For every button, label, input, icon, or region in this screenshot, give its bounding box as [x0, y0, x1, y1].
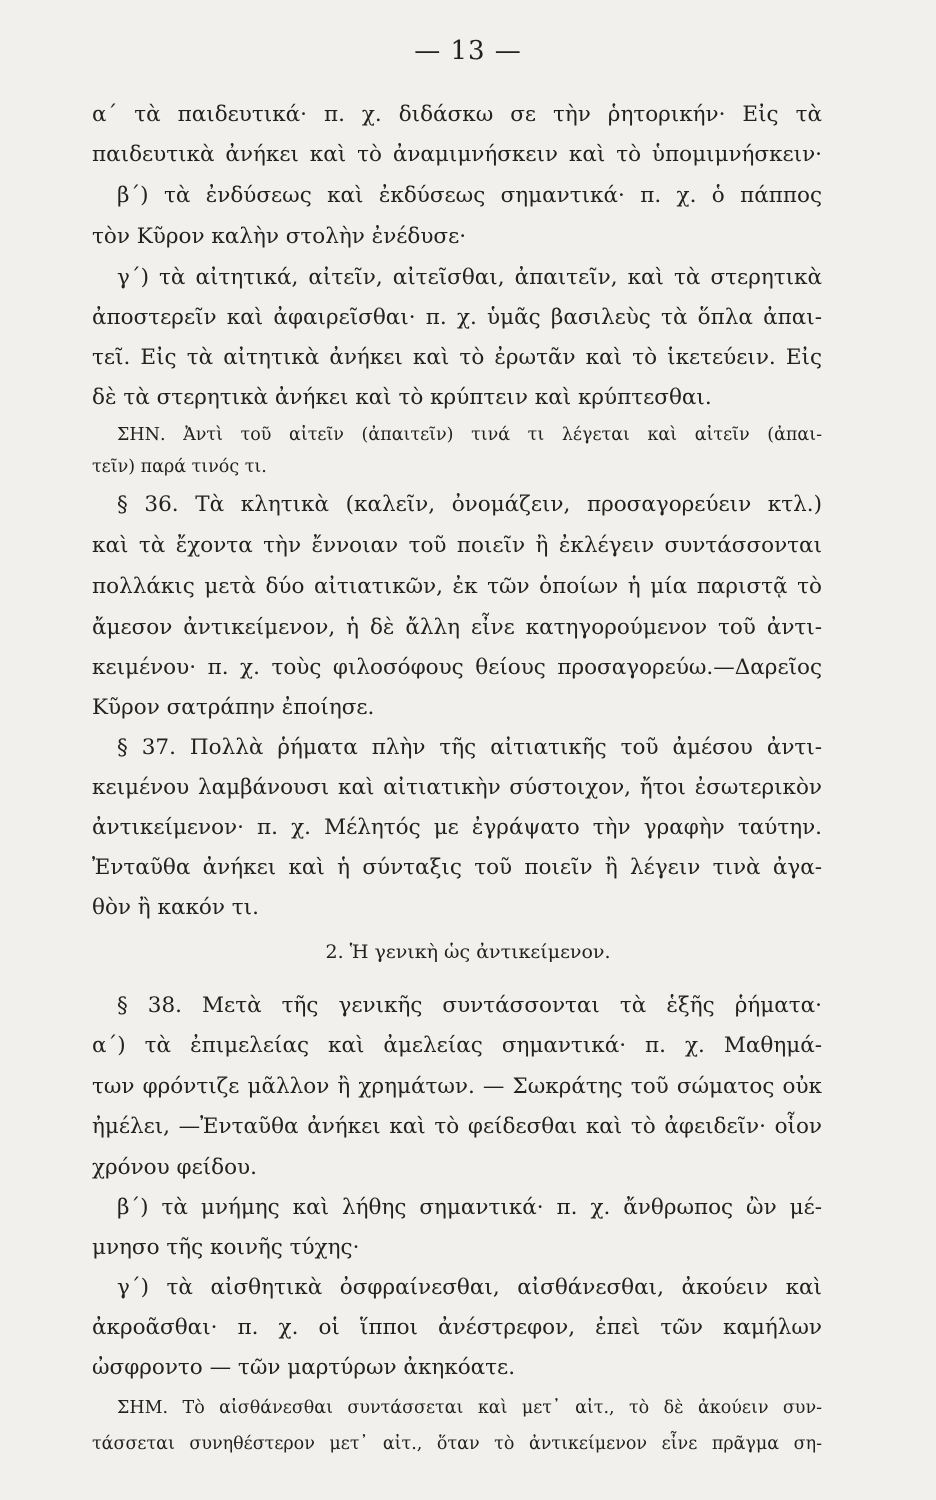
text-line: α΄) τὰ ἐπιμελείας καὶ ἀμελείας σημαντικά· π. χ. Μαθημά- [92, 1033, 822, 1058]
text-line: ὠσφροντο — τῶν μαρτύρων ἀκηκόατε. [92, 1355, 516, 1380]
text-line: των φρόντιζε μᾶλλον ἢ χρημάτων. — Σωκράτης τοῦ σώματος οὐκ [92, 1074, 822, 1099]
text-line: παιδευτικὰ ἀνήκει καὶ τὸ ἀναμιμνήσκειν καὶ τὸ ὑπομιμνήσκειν· [92, 142, 822, 167]
section-heading-36: § 36. Τὰ κλητικὰ (καλεῖν, ὀνομάζειν, προσαγορεύειν κτλ.) [117, 492, 822, 517]
page-number: — 13 — [414, 36, 522, 66]
text-line: ἄμεσον ἀντικείμενον, ἡ δὲ ἄλλη εἶνε κατηγορούμενον τοῦ ἀντι- [92, 615, 822, 640]
text-line: ἠμέλει, —Ἐνταῦθα ἀνήκει καὶ τὸ φείδεσθαι καὶ τὸ ἀφειδεῖν· οἷον [92, 1114, 822, 1139]
text-line: β΄) τὰ μνήμης καὶ λήθης σημαντικά· π. χ. ἄνθρωπος ὢν μέ- [117, 1195, 822, 1220]
text-line: κειμένου· π. χ. τοὺς φιλοσόφους θείους προσαγορεύω.—Δαρεῖος [92, 655, 822, 680]
text-line: τεῖ. Εἰς τὰ αἰτητικὰ ἀνήκει καὶ τὸ ἐρωτᾶν καὶ τὸ ἱκετεύειν. Εἰς [92, 345, 822, 370]
text-line: Κῦρον σατράπην ἐποίησε. [92, 695, 375, 720]
text-line: γ΄) τὰ αἰσθητικὰ ὀσφραίνεσθαι, αἰσθάνεσθαι, ἀκούειν καὶ [117, 1275, 822, 1300]
text-line: Ἐνταῦθα ἀνήκει καὶ ἡ σύνταξις τοῦ ποιεῖν ἢ λέγειν τινὰ ἀγα- [92, 855, 822, 880]
note-line: τάσσεται συνηθέστερον μετ᾽ αἰτ., ὅταν τὸ ἀντικείμενον εἶνε πρᾶγμα ση- [92, 1434, 822, 1454]
note-line: τεῖν) παρά τινός τι. [92, 457, 267, 477]
text-line: κειμένου λαμβάνουσι καὶ αἰτιατικὴν σύστοιχον, ἤτοι ἐσωτερικὸν [92, 775, 822, 800]
text-line: καὶ τὰ ἔχοντα τὴν ἔννοιαν τοῦ ποιεῖν ἢ ἐκλέγειν συντάσσονται [92, 533, 822, 558]
text-line: μνησο τῆς κοινῆς τύχης· [92, 1235, 360, 1260]
text-line: ἀντικείμενον· π. χ. Μέλητός με ἐγράψατο τὴν γραφὴν ταύτην. [92, 815, 822, 840]
text-line: θὸν ἢ κακόν τι. [92, 895, 259, 920]
text-line: χρόνου φείδου. [92, 1155, 257, 1180]
text-line: ἀκροᾶσθαι· π. χ. οἱ ἵπποι ἀνέστρεφον, ἐπεὶ τῶν καμήλων [92, 1315, 822, 1340]
section-heading-38: § 38. Μετὰ τῆς γενικῆς συντάσσονται τὰ ἑξῆς ῥήματα· [117, 993, 822, 1018]
section-heading-37: § 37. Πολλὰ ῥήματα πλὴν τῆς αἰτιατικῆς τοῦ ἀμέσου ἀντι- [117, 735, 822, 760]
text-line: γ΄) τὰ αἰτητικά, αἰτεῖν, αἰτεῖσθαι, ἀπαιτεῖν, καὶ τὰ στερητικὰ [117, 265, 822, 290]
text-line: β΄) τὰ ἐνδύσεως καὶ ἐκδύσεως σημαντικά· π. χ. ὁ πάππος [117, 183, 822, 208]
text-line: δὲ τὰ στερητικὰ ἀνήκει καὶ τὸ κρύπτειν καὶ κρύπτεσθαι. [92, 385, 712, 410]
text-line: πολλάκις μετὰ δύο αἰτιατικῶν, ἐκ τῶν ὁποίων ἡ μία παριστᾷ τὸ [92, 574, 822, 599]
subsection-title: 2. Ἡ γενικὴ ὡς ἀντικείμενον. [325, 941, 611, 963]
text-line: ἀποστερεῖν καὶ ἀφαιρεῖσθαι· π. χ. ὑμᾶς βασιλεὺς τὰ ὅπλα ἀπαι- [92, 305, 822, 330]
note-line: ΣΗΜ. Τὸ αἰσθάνεσθαι συντάσσεται καὶ μετ᾽ αἰτ., τὸ δὲ ἀκούειν συν- [117, 1398, 822, 1418]
text-line: τὸν Κῦρον καλὴν στολὴν ἐνέδυσε· [92, 224, 467, 249]
text-line: α΄ τὰ παιδευτικά· π. χ. διδάσκω σε τὴν ῥητορικήν· Εἰς τὰ [92, 102, 822, 127]
note-line: ΣΗΝ. Ἀντὶ τοῦ αἰτεῖν (ἀπαιτεῖν) τινά τι λέγεται καὶ αἰτεῖν (ἀπαι- [117, 425, 822, 445]
